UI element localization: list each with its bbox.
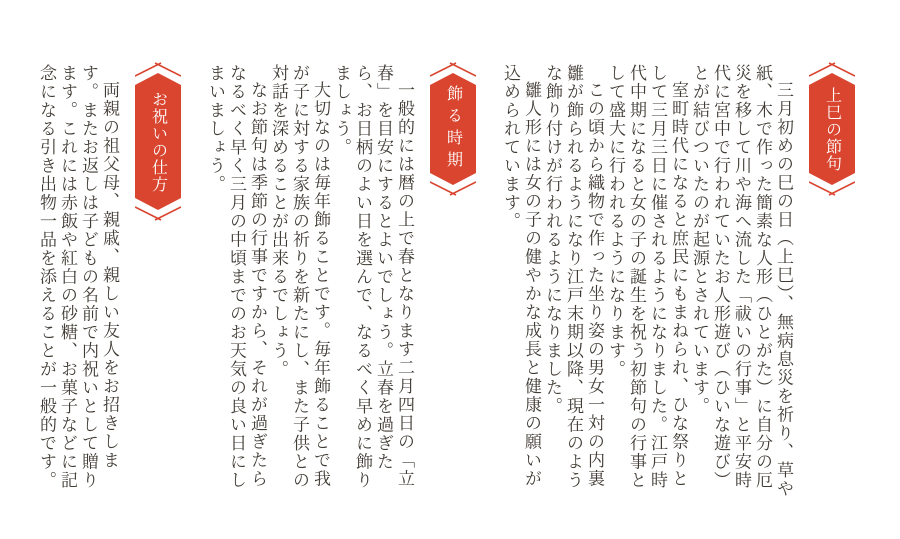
section-ribbon-joshi-no-sekku bbox=[809, 64, 855, 194]
section-kazaru-jiki bbox=[205, 64, 476, 504]
paragraph: 三月初めの巳の日（上巳）、無病息災を祈り、草や紙、木で作った簡素な人形（ひとがた）に自分の厄災を移して川や海へ流した「祓いの行事」と平安時代に宮中で行われていたお人形遊び（ひいな遊び）とが結びついたのが起源とされています。 bbox=[690, 64, 793, 498]
paragraph: 雛人形には女の子の健やかな成長と健康の願いが込められています。 bbox=[501, 64, 541, 488]
paragraph: 両親の祖父母、親戚、親しい友人をお招きします。またお返しは子どもの名前で内祝いとして贈ります。これには赤飯や紅白の砂糖、お菓子などに記念になる引き出物一品を添えることが一般的です。 bbox=[37, 64, 119, 490]
paragraph: 大切なのは毎年飾ることです。毎年飾ることで我が子に対する家族の祈りを新たにし、また子供との対話を深めることが出来るでしょう。 bbox=[269, 64, 330, 490]
paragraph: なお節句は季節の行事ですから、それが過ぎたらなるべく早く三月の中頃までのお天気の良い日にしまいましょう。 bbox=[206, 64, 267, 490]
section-joshi-no-sekku bbox=[500, 64, 855, 504]
section-title: お祝いの仕方 bbox=[149, 90, 167, 193]
section-ribbon-kazaru-jiki bbox=[430, 64, 476, 194]
section-title: 飾る時期 bbox=[444, 85, 462, 173]
paragraph: この頃から織物で作った坐り姿の男女一対の内裏雛が飾られるようになり江戸末期以降、現在のような飾り付けが行われるようになりました。 bbox=[543, 64, 604, 490]
section-title: 上巳の節句 bbox=[823, 86, 841, 172]
paragraph: 一般的には暦の上で春となります二月四日の「立春」を目安にするとよいでしょう。立春を過ぎたら、お日柄のよい日を選んで、なるべく早めに飾りましょう。 bbox=[332, 64, 414, 490]
section-ribbon-oiwai-no-shikata bbox=[135, 64, 181, 219]
section-oiwai-no-shikata bbox=[36, 64, 181, 504]
vertical-text-flow bbox=[12, 64, 855, 504]
paragraph: 室町時代になると庶民にもまねられ、ひな祭りとして三月三日に催されるようになりました。江戸時代中期になると女の子の誕生を祝う初節句の行事として盛大に行われるようになります。 bbox=[606, 64, 688, 490]
